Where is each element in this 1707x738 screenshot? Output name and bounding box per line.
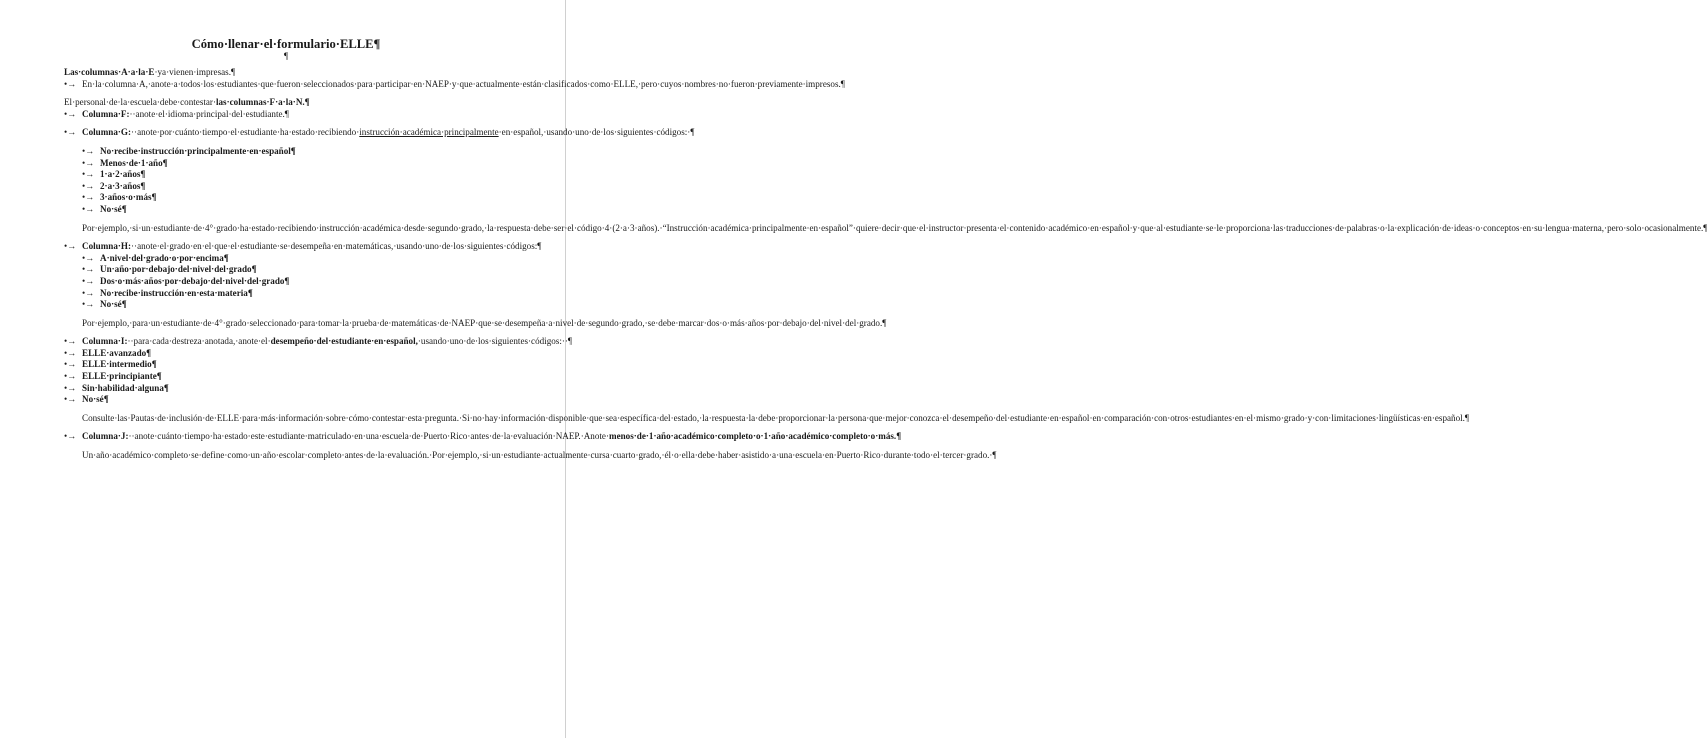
bullet-tab-mark: •→ (82, 145, 95, 156)
columns-f-n-bold: las·columnas·F·a·la·N.¶ (215, 97, 310, 108)
list-item (64, 359, 508, 371)
column-a-item (64, 78, 845, 91)
columns-a-e-bold: Las·columnas·A·a·la·E (64, 67, 155, 77)
list-item (64, 181, 508, 193)
bullet-tab-mark: •→ (64, 394, 77, 405)
bullet-tab-mark: •→ (64, 371, 77, 382)
bullet-tab-mark: •→ (82, 192, 95, 203)
column-i-option-5: No·sé¶ (82, 394, 109, 405)
list-item (64, 169, 508, 181)
list-item (64, 394, 508, 406)
column-g-option-1: No·recibe·instrucción·principalmente·en·español¶ (100, 145, 296, 156)
column-g-label: Columna·G: (82, 127, 132, 138)
column-i-bold: desempeño·del·estudiante·en·español, (270, 336, 418, 347)
column-i-option-1: ELLE·avanzado¶ (82, 347, 152, 358)
list-item (64, 299, 508, 311)
column-j-bold: menos·de·1·año·académico·completo·o·1·año·académico·completo·o·más.¶ (609, 431, 902, 442)
page-title: Cómo·llenar·el·formulario·ELLE¶ (191, 37, 381, 51)
column-g-options (64, 146, 508, 216)
columns-f-n-text: El·personal·de·la·escuela·debe·contestar· (64, 97, 216, 108)
column-g-text-1: ··anote·por·cuánto·tiempo·el·estudiante·ha·estado·recibiendo· (131, 127, 360, 138)
columns-a-e-text: ·ya·vienen·impresas.¶ (154, 67, 236, 77)
bullet-tab-mark: •→ (82, 157, 95, 168)
bullet-tab-mark: •→ (82, 299, 95, 310)
list-item (64, 146, 508, 158)
bullet-tab-mark: •→ (82, 252, 95, 263)
list-item (64, 276, 508, 288)
column-i-text-2: ·usando·uno·de·los·siguientes·códigos:··¶ (417, 336, 573, 347)
column-h-option-3: Dos·o·más·años·por·debajo·del·nivel·del·grado¶ (100, 275, 290, 286)
list-item (64, 348, 508, 360)
column-g-option-5: 3·años·o·más¶ (100, 192, 157, 203)
list-item (64, 204, 508, 216)
column-h-option-1: A·nivel·del·grado·o·por·encima¶ (100, 252, 229, 263)
bullet-tab-mark: •→ (64, 108, 77, 119)
column-h-label: Columna·H: (82, 241, 132, 252)
column-g-option-3: 1·a·2·años¶ (100, 169, 146, 180)
bullet-tab-mark: •→ (64, 78, 77, 89)
column-g-option-6: No·sé¶ (100, 203, 127, 214)
list-item (64, 288, 508, 300)
column-g-option-4: 2·a·3·años¶ (100, 180, 146, 191)
column-h-example: Por·ejemplo,·para·un·estudiante·de·4°·grado·seleccionado·para·tomar·la·prueba·de·matemáticas·de·NAEP·que·se·desempeña·a·nivel·de·segundo·grado,·se·debe·marcar·dos·o·más·años·por·debajo·del·nivel·del·grado.¶ (82, 317, 887, 328)
column-h-text: ··anote·el·grado·en·el·que·el·estudiante·se·desempeña·en·matemáticas,·usando·uno·de·los·siguientes·códigos:¶ (131, 241, 542, 252)
column-g-underlined: instrucción·académica·principalmente (359, 127, 499, 138)
bullet-tab-mark: •→ (64, 241, 77, 252)
column-h-option-5: No·sé¶ (100, 299, 127, 310)
list-item (64, 253, 508, 265)
column-h-option-4: No·recibe·instrucción·en·esta·materia¶ (100, 287, 253, 298)
column-f-item (64, 109, 508, 121)
bullet-tab-mark: •→ (82, 275, 95, 286)
column-i-text-1: ··para·cada·destreza·anotada,·anote·el· (127, 336, 271, 347)
column-i-item (64, 336, 573, 348)
column-j-item (64, 431, 902, 443)
column-i-note: Consulte·las·Pautas·de·inclusión·de·ELLE·para·más·información·sobre·cómo·contestar·esta·pregunta.·Si·no·hay·información·disponible·que·sea·específica·del·estado,·la·respuesta·la·debe·proporcionar·la·persona·que·mejor·conozca·el·desempeño·del·estudiante·en·español·en·comparación·con·otros·estudiantes·en·el·mismo·grado·y·con·limitaciones·lingüísticas·en·español.¶ (82, 412, 1470, 423)
columns-f-n-paragraph (64, 97, 508, 109)
column-g-option-2: Menos·de·1·año¶ (100, 157, 168, 168)
bullet-tab-mark: •→ (82, 203, 95, 214)
column-j-note: Un·año·académico·completo·se·define·como·un·año·escolar·completo·antes·de·la·evaluación.·Por·ejemplo,·si·un·estudiante·actualmente·cursa·cuarto·grado,·él·o·ella·debe·haber·asistido·a·una·escuela·en·Puerto·Rico·durante·todo·el·tercer·grado.·¶ (82, 450, 997, 461)
column-f-label: Columna·F: (82, 108, 130, 119)
column-g-text-2: ·en·español,·usando·uno·de·los·siguientes·códigos:·¶ (498, 127, 695, 138)
list-item (64, 383, 508, 395)
column-i-option-4: Sin·habilidad·alguna¶ (82, 382, 169, 393)
column-f-text: ··anote·el·idioma·principal·del·estudiante.¶ (129, 108, 289, 119)
column-h-option-2: Un·año·por·debajo·del·nivel·del·grado¶ (100, 264, 257, 275)
column-g-item (64, 127, 695, 139)
list-item (64, 192, 508, 204)
empty-paragraph-mark: ¶ (283, 51, 289, 61)
column-h-item (64, 241, 542, 253)
column-j-text: ··anote·cuánto·tiempo·ha·estado·este·estudiante·matriculado·en·una·escuela·de·Puerto·Rico·antes·de·la·evaluación·NAEP.·Anote· (128, 431, 609, 442)
bullet-tab-mark: •→ (64, 347, 77, 358)
list-item (64, 158, 508, 170)
column-j-label: Columna·J: (82, 431, 129, 442)
bullet-tab-mark: •→ (64, 431, 77, 442)
column-i-label: Columna·I: (82, 336, 128, 347)
columns-a-e-paragraph (64, 67, 508, 79)
bullet-tab-mark: •→ (64, 382, 77, 393)
bullet-tab-mark: •→ (82, 287, 95, 298)
column-a-text: En·la·columna·A,·anote·a·todos·los·estudiantes·que·fueron·seleccionados·para·participar·en·NAEP·y·que·actualmente·están·clasificados·como·ELLE,·pero·cuyos·nombres·no·fueron·previamente·impresos.¶ (82, 78, 845, 89)
list-item (64, 264, 508, 276)
list-item (64, 371, 508, 383)
bullet-tab-mark: •→ (64, 359, 77, 370)
column-i-options (64, 348, 508, 406)
column-g-example: Por·ejemplo,·si·un·estudiante·de·4°·grado·ha·estado·recibiendo·instrucción·académica·desde·segundo·grado,·la·respuesta·debe·ser·el·código·4·(2·a·3·años).·“Instrucción·académica·principalmente·en·español”·quiere·decir·que·el·instructor·presenta·el·contenido·académico·en·español·y·que·al·estudiante·se·le·proporciona·las·traducciones·de·palabras·o·la·explicación·de·ideas·o·conceptos·en·su·lengua·materna,·pero·solo·ocasionalmente.¶ (82, 222, 1707, 233)
bullet-tab-mark: •→ (82, 264, 95, 275)
column-i-option-2: ELLE·intermedio¶ (82, 359, 157, 370)
bullet-tab-mark: •→ (82, 169, 95, 180)
column-h-options (64, 253, 508, 311)
bullet-tab-mark: •→ (64, 127, 77, 138)
document-body (64, 37, 1707, 462)
bullet-tab-mark: •→ (82, 180, 95, 191)
bullet-tab-mark: •→ (64, 336, 77, 347)
column-i-option-3: ELLE·principiante¶ (82, 371, 162, 382)
